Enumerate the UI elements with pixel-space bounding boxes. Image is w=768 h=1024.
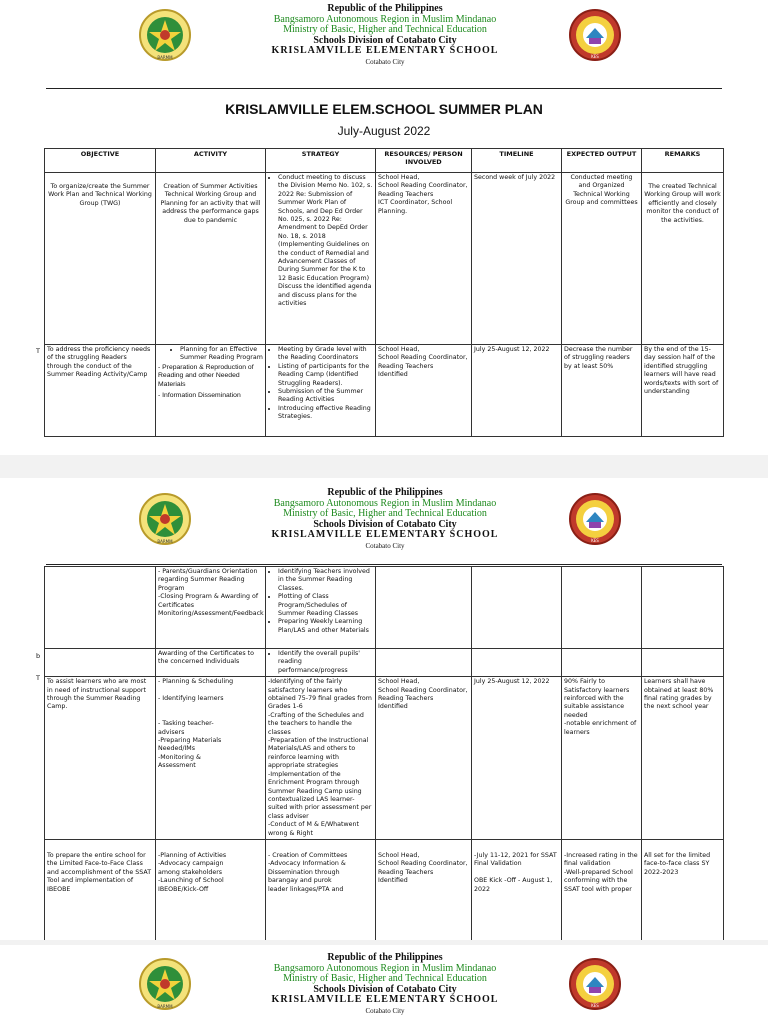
summer-plan-table xyxy=(44,148,724,437)
activity-item: - Preparation & Reproduction of Reading and other Needed Materials xyxy=(158,363,254,388)
strategy-cell xyxy=(266,345,376,437)
output-cell xyxy=(562,649,642,677)
document-page-2 xyxy=(0,478,768,940)
letterhead-text xyxy=(220,953,550,1016)
document-page-1 xyxy=(0,0,768,455)
resources-cell: School Head, School Reading Coordinator, Reading Teachers Identified xyxy=(376,677,472,840)
strategy-item: Discuss the identified agenda and discuss plans for the activities xyxy=(278,283,372,308)
resources-cell xyxy=(376,567,472,649)
ministry-line: Ministry of Basic, Higher and Technical Education xyxy=(283,508,487,519)
header-divider xyxy=(46,564,722,565)
letterhead xyxy=(0,949,768,1024)
republic-line: Republic of the Philippines xyxy=(327,952,443,963)
timeline-cell: Second week of July 2022 xyxy=(472,173,562,345)
output-cell: -Increased rating in the final validation -Well-prepared School conforming with the SSAT tool with proper xyxy=(562,839,642,940)
activity-cell xyxy=(156,345,266,437)
strategy-item: • Introducing effective Reading Strategies. xyxy=(278,405,373,422)
timeline-cell: July 25-August 12, 2022 xyxy=(472,345,562,437)
letterhead-text xyxy=(220,4,550,67)
school-name: KRISLAMVILLE ELEMENTARY SCHOOL xyxy=(271,45,499,56)
remarks-cell: All set for the limited face-to-face class SY 2022-2023 xyxy=(642,839,724,940)
objective-cell xyxy=(45,649,156,677)
table-row xyxy=(45,567,724,649)
letterhead xyxy=(0,484,768,576)
strategy-cell xyxy=(266,173,376,345)
division-line: Schools Division of Cotabato City xyxy=(313,34,457,46)
region-line: Bangsamoro Autonomous Region in Muslim Mindanao xyxy=(273,13,497,25)
document-page-3 xyxy=(0,945,768,1024)
table-row xyxy=(45,839,724,940)
col-objective: OBJECTIVE xyxy=(45,149,156,173)
strategy-cell: -Identifying of the fairly satisfactory learners who obtained 75-79 final grades from Grades 1-6 -Crafting of the Schedules and the teachers to handle the classes -Preparation of the Instructional Materials/LAS and others to reinforce learning with appropriate strategies -Implementation of the Enrichment Program through Summer Reading Camp using contextualized LAS learner-suited with prior assessment per class adviser -Conduct of M & E/Whatwent wrong & Right xyxy=(266,677,376,840)
remarks-cell: By the end of the 15-day session half of the identified struggling learners will have read words/texts with sort of understanding xyxy=(642,345,724,437)
col-activity: ACTIVITY xyxy=(156,149,266,173)
svg-text:BARMM: BARMM xyxy=(157,1004,173,1009)
strategy-item: • Meeting by Grade level with the Reading Coordinators xyxy=(278,346,373,363)
table-header-row xyxy=(45,149,724,173)
strategy-item: • Conduct meeting to discuss the Division Memo No. 102, s. 2022 Re: Submission of Summer Work Plan of Schools, and Dep Ed Order No. 025, s. 2022 Re: Amendment to DepEd Order No. 18, s. 2018 (Implementing Guidelines on the conduct of Remedial and Advancement Classes of During Summer for the K to 12 Basic Education Program) xyxy=(278,174,373,283)
row-marker: T xyxy=(36,347,40,355)
resources-cell: School Head, School Reading Coordinator, Reading Teachers Identified xyxy=(376,345,472,437)
objective-cell: To organize/create the Summer Work Plan and Technical Working Group (TWG) xyxy=(45,173,156,345)
strategy-item: • Preparing Weekly Learning Plan/LAS and other Materials xyxy=(278,618,373,635)
strategy-item: • Plotting of Class Program/Schedules of Summer Reading Classes xyxy=(278,593,373,618)
col-strategy: STRATEGY xyxy=(266,149,376,173)
resources-cell: School Head, School Reading Coordinator, Reading Teachers Identified xyxy=(376,839,472,940)
col-resources: RESOURCES/ PERSON INVOLVED xyxy=(376,149,472,173)
output-cell: Decrease the number of struggling readers by at least 50% xyxy=(562,345,642,437)
strategy-cell xyxy=(266,649,376,677)
col-remarks: REMARKS xyxy=(642,149,724,173)
barmm-seal-icon xyxy=(138,957,192,1011)
timeline-cell: July 25-August 12, 2022 xyxy=(472,677,562,840)
city-line: Cotabato City xyxy=(365,57,405,66)
activity-cell: Awarding of the Certificates to the concerned Individuals xyxy=(156,649,266,677)
city-line: Cotabato City xyxy=(365,1006,405,1015)
activity-item: • Planning for an Effective Summer Reading Program xyxy=(180,346,263,363)
strategy-cell: - Creation of Committees -Advocacy Information & Dissemination through barangay and purok leader linkages/PTA and xyxy=(266,839,376,940)
svg-text:BARMM: BARMM xyxy=(157,539,173,544)
plan-period: July-August 2022 xyxy=(337,124,431,138)
table-row xyxy=(45,649,724,677)
objective-cell: To address the proficiency needs of the struggling Readers through the conduct of the Summer Reading Activity/Camp xyxy=(45,345,156,437)
republic-line: Republic of the Philippines xyxy=(327,3,443,14)
school-seal-icon xyxy=(568,957,622,1011)
city-line: Cotabato City xyxy=(365,541,405,550)
objective-cell: To assist learners who are most in need of instructional support through the Summer Reading Camp. xyxy=(45,677,156,840)
row-marker: b xyxy=(36,652,41,660)
activity-cell: - Parents/Guardians Orientation regarding Summer Reading Program -Closing Program & Awarding of Certificates Monitoring/Assessment/Feedback xyxy=(156,567,266,649)
output-cell: Conducted meeting and Organized Technical Working Group and committees xyxy=(562,173,642,345)
strategy-item: • Listing of participants for the Reading Camp (Identified Struggling Readers). xyxy=(278,363,373,388)
ministry-line: Ministry of Basic, Higher and Technical Education xyxy=(283,24,487,35)
strategy-item: • Identify the overall pupils' reading performance/progress xyxy=(278,650,373,675)
header-divider xyxy=(46,88,722,89)
barmm-seal-icon xyxy=(138,8,192,62)
resources-cell xyxy=(376,649,472,677)
resources-cell: School Head, School Reading Coordinator, Reading Teachers ICT Coordinator, School Planning. xyxy=(376,173,472,345)
school-name: KRISLAMVILLE ELEMENTARY SCHOOL xyxy=(271,994,499,1005)
ministry-line: Ministry of Basic, Higher and Technical Education xyxy=(283,973,487,984)
remarks-cell xyxy=(642,567,724,649)
school-seal-icon xyxy=(568,8,622,62)
remarks-cell xyxy=(642,649,724,677)
svg-text:BARMM: BARMM xyxy=(157,55,173,60)
letterhead-text xyxy=(220,488,550,551)
region-line: Bangsamoro Autonomous Region in Muslim Mindanao xyxy=(273,497,497,509)
table-row xyxy=(45,345,724,437)
region-line: Bangsamoro Autonomous Region in Muslim Mindanao xyxy=(273,962,497,974)
activity-item: - Information Dissemination xyxy=(158,392,241,400)
timeline-cell xyxy=(472,649,562,677)
school-name: KRISLAMVILLE ELEMENTARY SCHOOL xyxy=(271,529,499,540)
division-line: Schools Division of Cotabato City xyxy=(313,518,457,530)
remarks-cell: The created Technical Working Group will work efficiently and closely monitor the conduct of the activities. xyxy=(642,173,724,345)
activity-cell: - Planning & Scheduling - Identifying learners - Tasking teacher- advisers -Preparing Materials Needed/IMs -Monitoring & Assessment xyxy=(156,677,266,840)
col-timeline: TIMELINE xyxy=(472,149,562,173)
table-row xyxy=(45,677,724,840)
strategy-item: • Identifying Teachers involved in the Summer Reading Classes. xyxy=(278,568,373,593)
republic-line: Republic of the Philippines xyxy=(327,487,443,498)
strategy-cell xyxy=(266,567,376,649)
timeline-cell: -July 11-12, 2021 for SSAT Final Validation OBE Kick -Off - August 1, 2022 xyxy=(472,839,562,940)
output-cell: 90% Fairly to Satisfactory learners reinforced with the suitable assistance needed -notable enrichment of learners xyxy=(562,677,642,840)
objective-cell: To prepare the entire school for the Limited Face-to-Face Class and accomplishment of the SSAT Tool and implementation of IBEOBE xyxy=(45,839,156,940)
letterhead xyxy=(0,0,768,92)
col-expected-output: EXPECTED OUTPUT xyxy=(562,149,642,173)
division-line: Schools Division of Cotabato City xyxy=(313,983,457,995)
barmm-seal-icon xyxy=(138,492,192,546)
svg-text:KES: KES xyxy=(591,54,599,59)
table-row xyxy=(45,173,724,345)
activity-cell: -Planning of Activities -Advocacy campaign among stakeholders -Launching of School IBEOBE/Kick-Off xyxy=(156,839,266,940)
remarks-cell: Learners shall have obtained at least 80% final rating grades by the next school year xyxy=(642,677,724,840)
activity-cell: Creation of Summer Activities Technical Working Group and Planning for an activity that will address the performance gaps due to pandemic xyxy=(156,173,266,345)
output-cell xyxy=(562,567,642,649)
row-marker: T xyxy=(36,674,40,682)
strategy-item: • Submission of the Summer Reading Activities xyxy=(278,388,373,405)
school-seal-icon xyxy=(568,492,622,546)
svg-text:KES: KES xyxy=(591,538,599,543)
plan-title: KRISLAMVILLE ELEM.SCHOOL SUMMER PLAN xyxy=(225,101,543,117)
objective-cell xyxy=(45,567,156,649)
summer-plan-table-continued xyxy=(44,566,724,940)
svg-text:KES: KES xyxy=(591,1003,599,1008)
timeline-cell xyxy=(472,567,562,649)
